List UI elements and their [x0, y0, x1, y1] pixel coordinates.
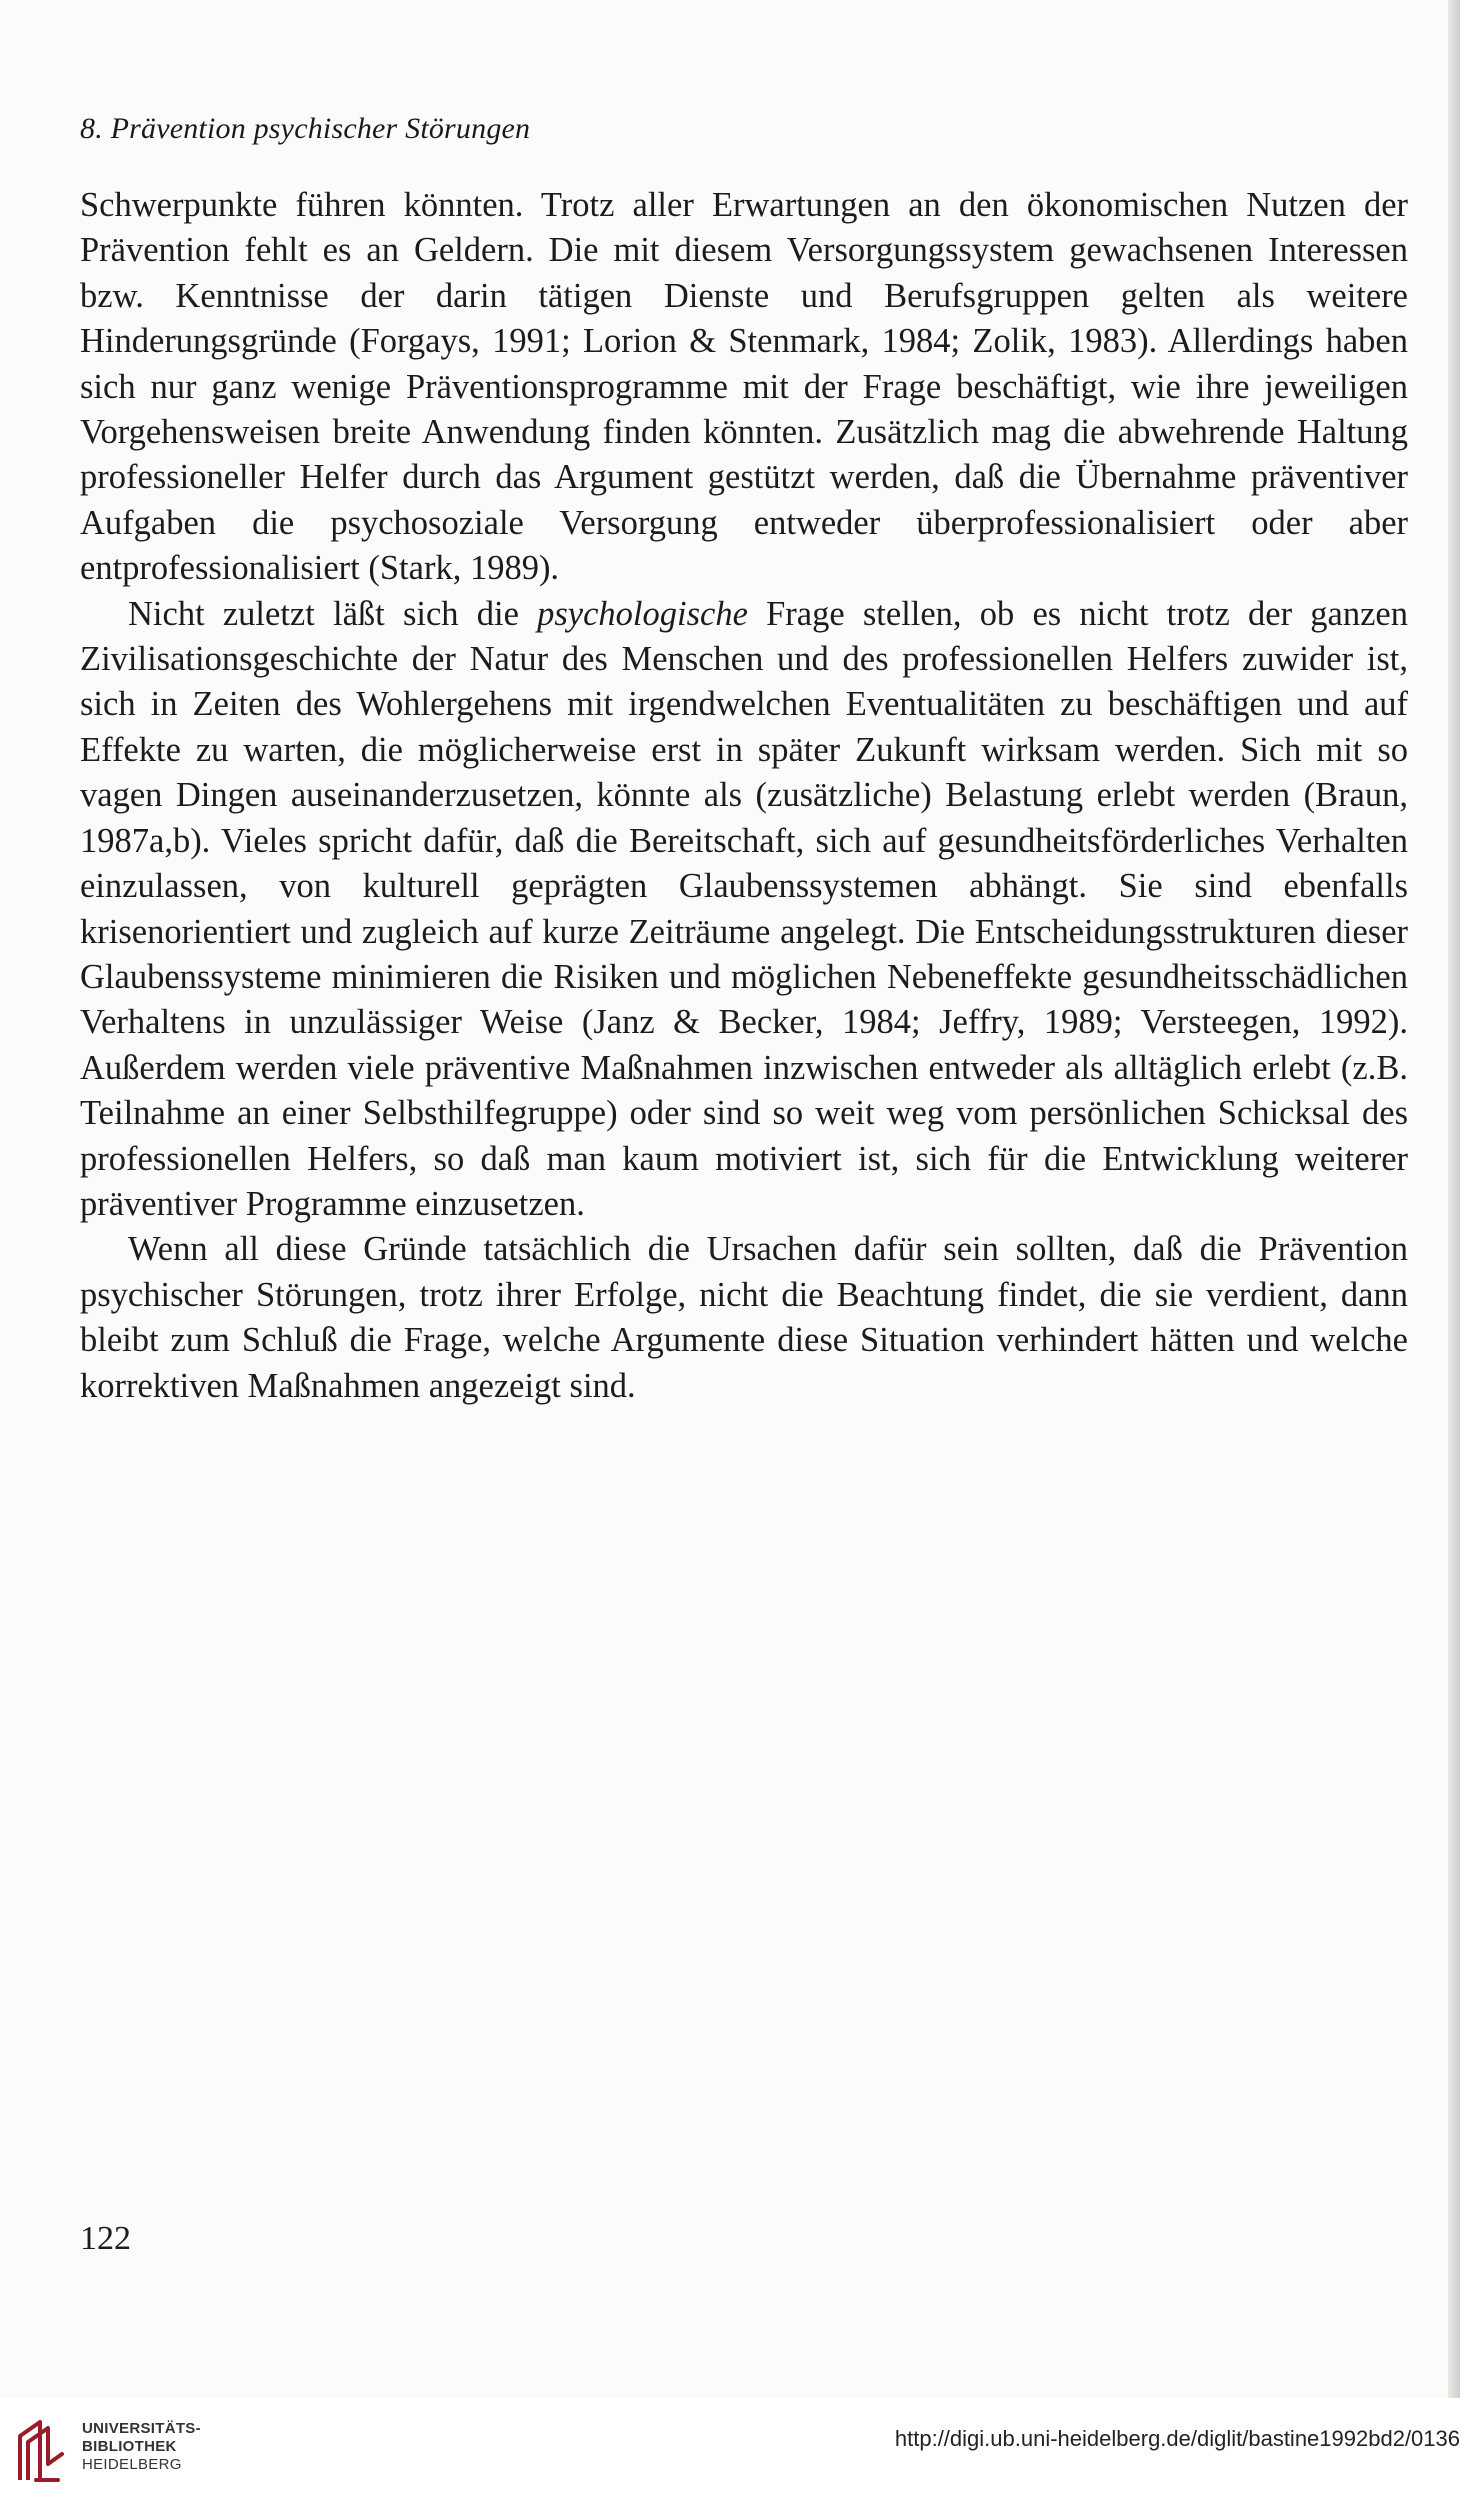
- page-number: 122: [80, 2220, 131, 2257]
- source-url-link[interactable]: http://digi.ub.uni-heidelberg.de/diglit/bastine1992bd2/0136: [894, 2426, 1460, 2451]
- paragraph-1: Schwerpunkte führen könnten. Trotz aller Erwartungen an den ökonomischen Nutzen der Prävention fehlt es an Geldern. Die mit diesem Versorgungssystem gewachsenen Interessen bzw. Kenntnisse der darin tätigen Dienste und Berufsgruppen gelten als weitere Hinderungsgründe (Forgays, 1991; Lorion & Stenmark, 1984; Zolik, 1983). Allerdings haben sich nur ganz wenige Präventionsprogramme mit der Frage beschäftigt, wie ihre jeweiligen Vorgehensweisen breite Anwendung finden könnten. Zusätzlich mag die abwehrende Haltung professioneller Helfer durch das Argument gestützt werden, daß die Übernahme präventiver Aufgaben die psychosoziale Versorgung entweder überprofessionalisiert oder aber entprofessionalisiert (Stark, 1989).: [80, 186, 1408, 588]
- body-text: [80, 183, 1408, 1409]
- paragraph-3: Wenn all diese Gründe tatsächlich die Ursachen dafür sein sollten, daß die Prävention psychischer Störungen, trotz ihrer Erfolge, nicht die Beachtung findet, die sie verdient, dann bleibt zum Schluß die Frage, welche Argumente diese Situation verhindert hätten und welche korrektiven Maßnahmen angezeigt sind.: [80, 1230, 1408, 1405]
- footer-bar: [0, 2398, 1472, 2500]
- paragraph-2-rest: Frage stellen, ob es nicht trotz der ganzen Zivilisationsgeschichte der Natur des Menschen und des professionellen Helfers zuwider ist, sich in Zeiten des Wohlergehens mit irgendwelchen Eventualitäten zu beschäftigen und auf Effekte zu warten, die möglicherweise erst in später Zukunft wirksam werden. Sich mit so vagen Dingen auseinanderzusetzen, könnte als (zusätzliche) Belastung erlebt werden (Braun, 1987a,b). Vieles spricht dafür, daß die Bereitschaft, sich auf gesundheitsförderliches Verhalten einzulassen, von kulturell geprägten Glaubenssystemen abhängt. Sie sind ebenfalls krisenorientiert und zugleich auf kurze Zeiträume angelegt. Die Entscheidungsstrukturen dieser Glaubenssysteme minimieren die Risiken und möglichen Nebeneffekte gesundheitsschädlichen Verhaltens in unzulässiger Weise (Janz & Becker, 1984; Jeffry, 1989; Versteegen, 1992). Außerdem werden viele präventive Maßnahmen inzwischen entweder als alltäglich erlebt (z.B. Teilnahme an einer Selbsthilfegruppe) oder sind so weit weg vom persönlichen Schicksal des professionellen Helfers, so daß man kaum motiviert ist, sich für die Entwicklung weiterer präventiver Programme einzusetzen.: [80, 594, 1409, 1223]
- page-edge-shadow: [1448, 0, 1460, 2398]
- running-head: 8. Prävention psychischer Störungen: [80, 112, 531, 145]
- paragraph-2: [80, 592, 1408, 1228]
- library-name-line-3: HEIDELBERG: [82, 2456, 182, 2473]
- heidelberg-library-logo-icon[interactable]: [14, 2414, 70, 2484]
- library-name-line-1: UNIVERSITÄTS-: [82, 2420, 201, 2437]
- paragraph-2-start: Nicht zuletzt läßt sich die: [128, 594, 538, 633]
- library-name[interactable]: [82, 2420, 201, 2474]
- library-name-line-2: BIBLIOTHEK: [82, 2438, 177, 2455]
- paragraph-2-emphasis: psychologische: [537, 594, 748, 633]
